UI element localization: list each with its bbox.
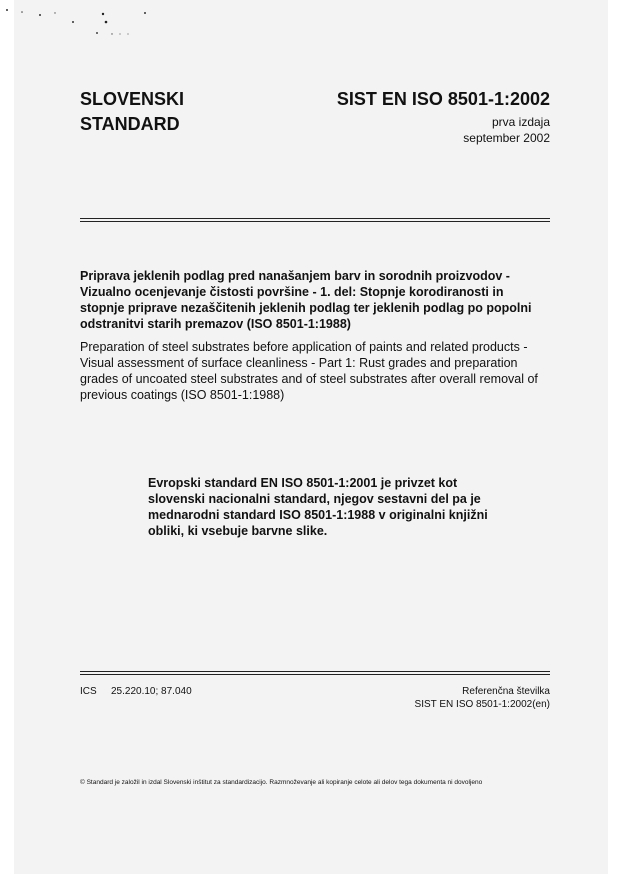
reference-value: SIST EN ISO 8501-1:2002(en) <box>414 699 550 710</box>
reference-label: Referenčna številka <box>462 686 550 697</box>
scan-specks <box>0 0 160 40</box>
header-divider <box>80 218 550 222</box>
standard-label-line2: STANDARD <box>80 114 180 134</box>
adoption-note: Evropski standard EN ISO 8501-1:2001 je privzet kot slovenski nacionalni standard, njegov sestavni del pa je mednarodni standard ISO 8501-1:1988 v originalni knjižni obliki, ki vsebuje barvne slike. <box>148 476 488 538</box>
publication-date: september 2002 <box>463 131 550 145</box>
footer-divider <box>80 671 550 675</box>
title-slovenian: Priprava jeklenih podlag pred nanašanjem barv in sorodnih proizvodov - Vizualno ocenjevanje čistosti površine - 1. del: Stopnje korodiranosti in stopnje priprave nezaščitenih jeklenih podlag ter jeklenih podlag po popolni odstranitvi starih premazov (ISO 8501-1:1988) <box>80 269 532 331</box>
ics-label: ICS <box>80 686 97 697</box>
copyright-notice: © Standard je založil in izdal Slovenski inštitut za standardizacijo. Razmnoževanje ali kopiranje celote ali delov tega dokumenta ni dovoljeno <box>80 779 483 786</box>
standard-label-line1: SLOVENSKI <box>80 89 185 109</box>
standard-code: SIST EN ISO 8501-1:2002 <box>336 89 550 109</box>
standard-label <box>80 87 184 137</box>
ics-value: 25.220.10; 87.040 <box>111 686 192 697</box>
edition-label: prva izdaja <box>491 115 550 129</box>
title-english: Preparation of steel substrates before application of paints and related products - Visual assessment of surface cleanliness - Part 1: Rust grades and preparation grades of uncoated steel substrates and of steel substrates after overall removal of previous coatings (ISO 8501-1:1988) <box>80 340 538 402</box>
